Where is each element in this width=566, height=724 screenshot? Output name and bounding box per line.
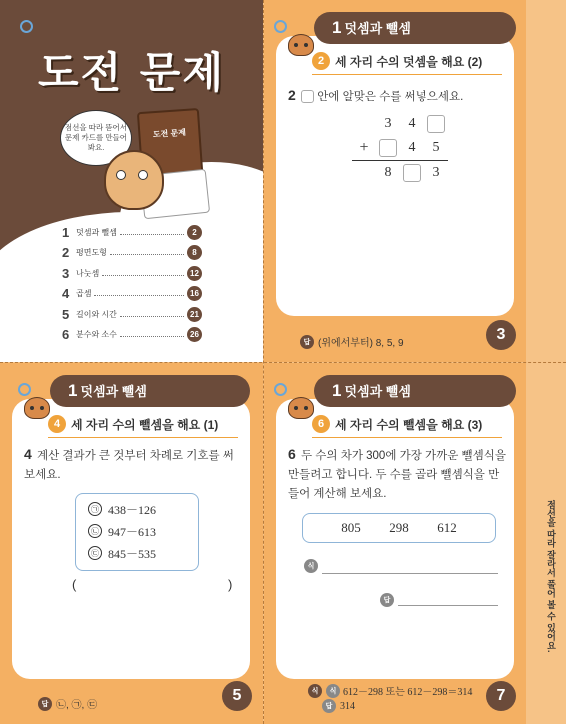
fox-mascot-icon bbox=[24, 397, 50, 419]
answer-input[interactable] bbox=[82, 577, 224, 595]
problem-card-3 bbox=[264, 0, 526, 362]
question: 6 두 수의 차가 300에 가장 가까운 뺄셈식을 만들려고 합니다. 두 수를 골라 뺄셈식을 만들어 계산해 보세요. bbox=[288, 446, 506, 500]
toc-item[interactable]: 1 덧셈과 뺄셈 2 bbox=[62, 222, 202, 243]
answer-input[interactable] bbox=[398, 605, 498, 606]
number-item: 298 bbox=[389, 520, 409, 535]
choice-item: ㉢ 845－535 bbox=[88, 542, 198, 564]
fox-mascot-icon bbox=[288, 34, 314, 56]
paren-open: ( bbox=[72, 577, 77, 592]
table-of-contents bbox=[62, 222, 202, 345]
ring-hole-icon bbox=[274, 383, 287, 396]
answer-box[interactable] bbox=[403, 164, 421, 182]
cover-card bbox=[0, 0, 263, 362]
ring-hole-icon bbox=[274, 20, 287, 33]
toc-item[interactable]: 4 곱셈 16 bbox=[62, 284, 202, 305]
answer: 답 ㉡, ㉠, ㉢ bbox=[38, 696, 97, 711]
lesson-title: 4 세 자리 수의 뺄셈을 해요 (1) bbox=[48, 415, 218, 433]
page-number: 5 bbox=[222, 681, 252, 711]
page-number: 7 bbox=[486, 681, 516, 711]
answer-box[interactable] bbox=[379, 139, 397, 157]
answer-box[interactable] bbox=[427, 115, 445, 133]
choice-item: ㉠ 438－126 bbox=[88, 498, 198, 520]
fox-mascot-icon bbox=[288, 397, 314, 419]
question: 4 계산 결과가 큰 것부터 차례로 기호를 써 보세요. bbox=[24, 446, 234, 481]
ring-hole-icon bbox=[20, 20, 33, 33]
paren-close: ) bbox=[228, 577, 233, 592]
eye-icon bbox=[116, 170, 126, 180]
lesson-underline bbox=[312, 437, 502, 438]
problem-card-5 bbox=[0, 363, 263, 724]
lesson-title: 2 세 자리 수의 덧셈을 해요 (2) bbox=[312, 52, 482, 70]
toc-item[interactable]: 6 분수와 소수 26 bbox=[62, 325, 202, 346]
answer: 답 (위에서부터) 8, 5, 9 bbox=[300, 334, 404, 349]
answer-field: 답 bbox=[380, 593, 398, 607]
toc-item[interactable]: 5 길이와 시간 21 bbox=[62, 304, 202, 325]
blank-box-icon bbox=[301, 90, 314, 103]
cover-title: 도전 문제 bbox=[38, 48, 225, 97]
expression-field: 식 bbox=[304, 559, 322, 573]
lesson-underline bbox=[312, 74, 502, 75]
problem-card-7 bbox=[264, 363, 526, 724]
answer-value: 답 314 bbox=[322, 699, 355, 713]
book-title: 도전 문제 bbox=[152, 127, 187, 140]
side-instruction: 점선을 따라 잘라서 풀어 볼 수 있어요. bbox=[546, 500, 556, 653]
choice-item: ㉡ 947－613 bbox=[88, 520, 198, 542]
number-item: 612 bbox=[437, 520, 457, 535]
chapter-title: 1 덧셈과 뺄셈 bbox=[332, 18, 411, 37]
lesson-underline bbox=[48, 437, 238, 438]
eye-icon bbox=[138, 170, 148, 180]
page-number: 3 bbox=[486, 320, 516, 350]
speech-bubble: 점선을 따라 뜯어서 문제 카드를 만들어 봐요. bbox=[60, 110, 132, 166]
toc-item[interactable]: 2 평면도형 8 bbox=[62, 243, 202, 264]
lesson-title: 6 세 자리 수의 뺄셈을 해요 (3) bbox=[312, 415, 482, 433]
number-box bbox=[302, 513, 496, 543]
answer-expression: 식 식 612－298 또는 612－298＝314 bbox=[308, 683, 472, 698]
toc-item[interactable]: 3 나눗셈 12 bbox=[62, 263, 202, 284]
mascot-illustration bbox=[104, 150, 164, 210]
chapter-title: 1 덧셈과 뺄셈 bbox=[332, 381, 411, 400]
number-item: 805 bbox=[341, 520, 361, 535]
choice-box bbox=[75, 493, 199, 571]
ring-hole-icon bbox=[18, 383, 31, 396]
question: 2 안에 알맞은 수를 써넣으세요. bbox=[288, 87, 464, 103]
chapter-title: 1 덧셈과 뺄셈 bbox=[68, 381, 147, 400]
expression-input[interactable] bbox=[322, 573, 498, 574]
addition-problem: 3 4 + 4 5 8 3 bbox=[352, 112, 448, 185]
